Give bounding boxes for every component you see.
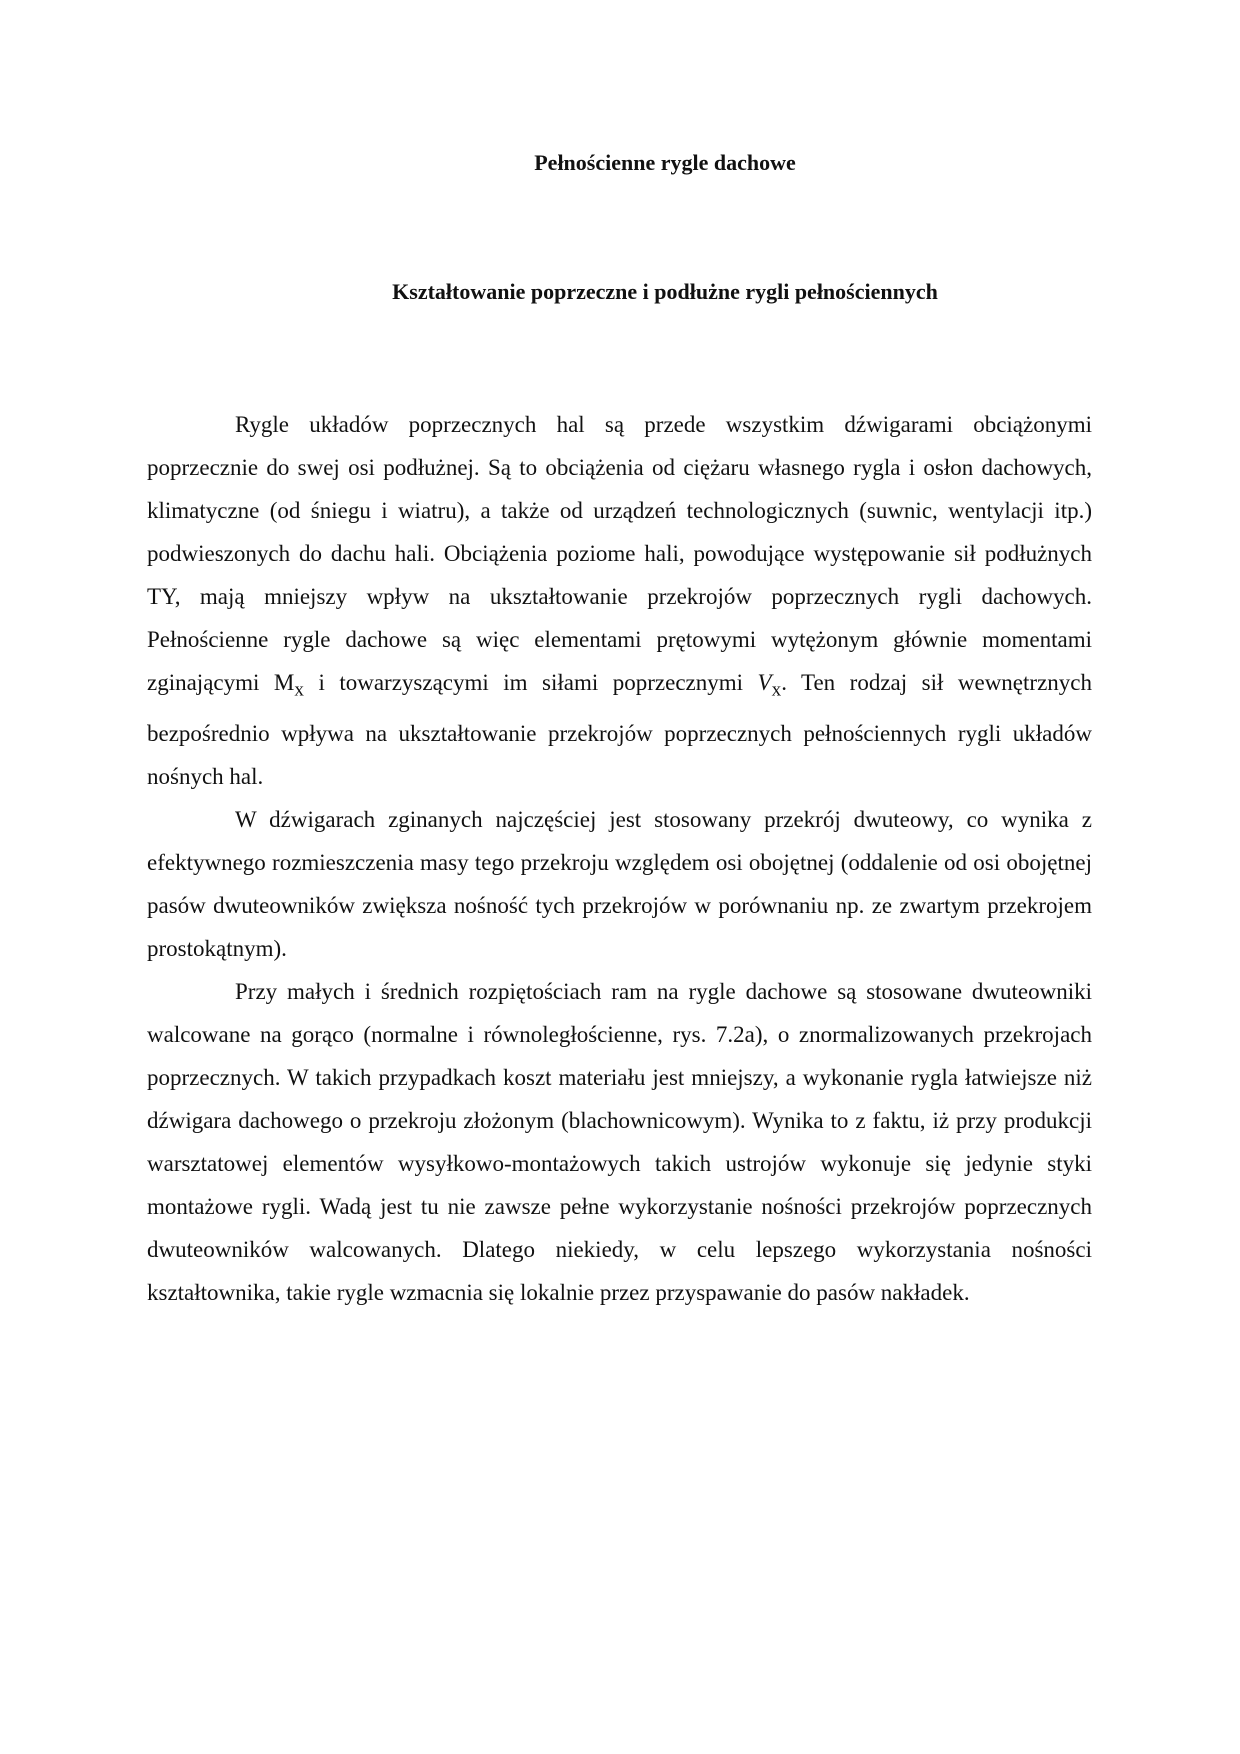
paragraph-3: Przy małych i średnich rozpiętościach ram na rygle dachowe są stosowane dwuteowniki walcowane na gorąco (normalne i równoległościenne, rys. 7.2a), o znormalizowanych przekrojach poprzecznych. W takich przypadkach koszt materiału jest mniejszy, a wykonanie rygla łatwiejsze niż dźwigara dachowego o przekroju złożonym (blachownicowym). Wynika to z faktu, iż przy produkcji warsztatowej elementów wysyłkowo-montażowych takich ustrojów wykonuje się jedynie styki montażowe rygli. Wadą jest tu nie zawsze pełne wykorzystanie nośności przekrojów poprzecznych dwuteowników walcowanych. Dlatego niekiedy, w celu lepszego wykorzystania nośności kształtownika, takie rygle wzmacnia się lokalnie przez przyspawanie do pasów nakładek. bbox=[147, 978, 1092, 1305]
subscript-x-moment: x bbox=[294, 679, 304, 701]
paragraph-2: W dźwigarach zginanych najczęściej jest stosowany przekrój dwuteowy, co wynika z efektywnego rozmieszczenia masy tego przekroju względem osi obojętnej (oddalenie od osi obojętnej pasów dwuteowników zwiększa nośność tych przekrojów w porównaniu np. ze zwartym przekrojem prostokątnym). bbox=[147, 806, 1092, 961]
subscript-x-shear: x bbox=[771, 679, 782, 701]
body-text bbox=[147, 403, 1092, 1314]
shear-force-symbol: V bbox=[757, 670, 772, 695]
paragraph-1-text-a: Rygle układów poprzecznych hal są przede wszystkim dźwigarami obciążonymi poprzecznie do swej osi podłużnej. Są to obciążenia od ciężaru własnego rygla i osłon dachowych, klimatyczne (od śniegu i wiatru), a także od urządzeń technologicznych (suwnic, wentylacji itp.) podwieszonych do dachu hali. Obciążenia poziome hali, powodujące występowanie sił podłużnych TY, mają mniejszy wpływ na ukształtowanie przekrojów poprzecznych rygli dachowych. Pełnościenne rygle dachowe są więc elementami prętowymi wytężonym głównie momentami zginającymi M bbox=[147, 412, 1092, 695]
paragraph-1-text-b: i towarzyszącymi im siłami poprzecznymi bbox=[303, 670, 758, 695]
page-title: Pełnościenne rygle dachowe bbox=[534, 150, 796, 175]
section-heading: Kształtowanie poprzeczne i podłużne rygli pełnościennych bbox=[392, 279, 938, 304]
paragraph-1-text-c: . Ten rodzaj sił wewnętrznych bezpośrednio wpływa na ukształtowanie przekrojów poprzecznych pełnościennych rygli układów nośnych hal. bbox=[147, 670, 1092, 789]
paragraph-1 bbox=[147, 403, 1092, 798]
